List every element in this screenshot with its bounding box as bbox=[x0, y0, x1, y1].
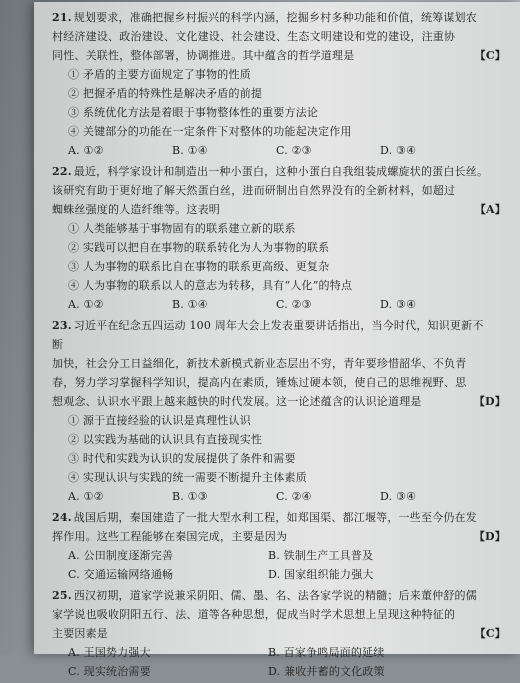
statement: ④ 关键部分的功能在一定条件下对整体的功能起决定作用 bbox=[68, 125, 352, 138]
statement: ④ 人为事物的联系以人的意志为转移，具有“人化”的特点 bbox=[68, 279, 353, 292]
choice-b: B. ①④ bbox=[172, 298, 208, 311]
question-25 bbox=[52, 586, 506, 681]
choice-row bbox=[52, 295, 492, 314]
choice-c: C. ②③ bbox=[276, 144, 312, 157]
choice-row bbox=[52, 565, 492, 584]
question-stem bbox=[52, 586, 506, 643]
answer-mark: 【C】 bbox=[474, 627, 506, 640]
choice-b: B. 百家争鸣局面的延续 bbox=[268, 646, 385, 659]
question-23 bbox=[52, 316, 506, 506]
choice-d: D. ③④ bbox=[380, 490, 417, 503]
choice-d: D. 兼收并蓄的文化政策 bbox=[268, 665, 385, 678]
choice-d: D. ③④ bbox=[380, 144, 417, 157]
stem-line: 挥作用。这些工程能够在秦国完成，主要是因为 bbox=[52, 530, 288, 543]
stem-line: 家学说也吸收阴阳五行、法、道等各种思想，促成当时学术思想上呈现这种特征的 bbox=[52, 608, 456, 621]
question-number: 22. bbox=[52, 165, 72, 178]
statement: ③ 人为事物的联系比自在事物的联系更高级、更复杂 bbox=[68, 260, 330, 273]
choice-row bbox=[52, 643, 492, 662]
stem-line: 该研究有助于更好地了解天然蛋白丝，进而研制出自然界没有的全新材料，如超过 bbox=[52, 184, 456, 197]
question-number: 23. bbox=[52, 319, 72, 332]
choice-a: A. 王国势力强大 bbox=[68, 646, 151, 659]
choice-a: A. ①② bbox=[68, 298, 104, 311]
choice-row bbox=[52, 662, 492, 681]
choice-row bbox=[52, 487, 492, 506]
question-22 bbox=[52, 162, 506, 314]
stem-line: 西汉初期，道家学说兼采阴阳、儒、墨、名、法各家学说的精髓；后来董仲舒的儒 bbox=[73, 589, 477, 602]
stem-line: 同性、关联性，整体部署，协调推进。其中蕴含的哲学道理是 bbox=[52, 49, 355, 62]
choice-b: B. ①④ bbox=[172, 144, 208, 157]
statement: ① 人类能够基于事物固有的联系建立新的联系 bbox=[68, 222, 296, 235]
stem-line: 战国后期，秦国建造了一批大型水利工程，如郑国渠、都江堰等，一些至今仍在发 bbox=[73, 511, 477, 524]
choice-a: A. ①② bbox=[68, 144, 104, 157]
statement: ② 把握矛盾的特殊性是解决矛盾的前提 bbox=[68, 87, 263, 100]
choice-c: C. 交通运输网络通畅 bbox=[68, 568, 174, 581]
choice-c: C. 现实统治需要 bbox=[68, 665, 151, 678]
question-number: 21. bbox=[52, 11, 72, 24]
choice-d: D. ③④ bbox=[380, 298, 417, 311]
choice-d: D. 国家组织能力强大 bbox=[268, 568, 374, 581]
exam-content bbox=[52, 8, 506, 683]
statement: ① 矛盾的主要方面规定了事物的性质 bbox=[68, 68, 251, 81]
stem-line: 主要因素是 bbox=[52, 627, 108, 640]
stem-line: 村经济建设、政治建设、文化建设、社会建设、生态文明建设和党的建设，注重协 bbox=[52, 30, 456, 43]
question-number: 25. bbox=[52, 589, 72, 602]
question-number: 24. bbox=[52, 511, 72, 524]
statement: ② 实践可以把自在事物的联系转化为人为事物的联系 bbox=[68, 241, 330, 254]
question-21 bbox=[52, 8, 506, 160]
question-stem bbox=[52, 316, 506, 411]
choice-a: A. ①② bbox=[68, 490, 104, 503]
stem-line: 习近平在纪念五四运动 100 周年大会上发表重要讲话指出，当今时代，知识更新不断 bbox=[52, 319, 484, 351]
question-stem bbox=[52, 508, 506, 546]
statement: ③ 时代和实践为认识的发展提供了条件和需要 bbox=[68, 452, 296, 465]
choice-a: A. 公田制度逐渐完善 bbox=[68, 549, 174, 562]
stem-line: 规划要求，准确把握乡村振兴的科学内涵，挖掘乡村多种功能和价值，统筹谋划农 bbox=[73, 11, 477, 24]
answer-mark: 【C】 bbox=[474, 49, 506, 62]
stem-line: 想观念、认识水平跟上越来越快的时代发展。这一论述蕴含的认识论道理是 bbox=[52, 395, 422, 408]
answer-mark: 【D】 bbox=[473, 530, 506, 543]
choice-row bbox=[52, 141, 492, 160]
question-stem bbox=[52, 162, 506, 219]
statement: ③ 系统优化方法是着眼于事物整体性的重要方法论 bbox=[68, 106, 319, 119]
stem-line: 蜘蛛丝强度的人造纤维等。这表明 bbox=[52, 203, 220, 216]
question-stem bbox=[52, 8, 506, 65]
statement: ④ 实现认识与实践的统一需要不断提升主体素质 bbox=[68, 471, 307, 484]
statement: ② 以实践为基础的认识具有直接现实性 bbox=[68, 433, 263, 446]
choice-row bbox=[52, 546, 492, 565]
stem-line: 最近，科学家设计和制造出一种小蛋白，这种小蛋白自我组装成螺旋状的蛋白长丝。 bbox=[73, 165, 489, 178]
stem-line: 春，努力学习掌握科学知识，提高内在素质，锤炼过硬本领，使自己的思维视野、思 bbox=[52, 376, 467, 389]
question-24 bbox=[52, 508, 506, 584]
stem-line: 加快，社会分工日益细化，新技术新模式新业态层出不穷，青年要珍惜韶华、不负青 bbox=[52, 357, 467, 370]
choice-b: B. ①③ bbox=[172, 490, 208, 503]
choice-c: C. ②④ bbox=[276, 490, 312, 503]
choice-b: B. 铁制生产工具普及 bbox=[268, 549, 374, 562]
choice-c: C. ②③ bbox=[276, 298, 312, 311]
statement: ① 源于直接经验的认识是真理性认识 bbox=[68, 414, 251, 427]
answer-mark: 【D】 bbox=[473, 395, 506, 408]
answer-mark: 【A】 bbox=[474, 203, 506, 216]
